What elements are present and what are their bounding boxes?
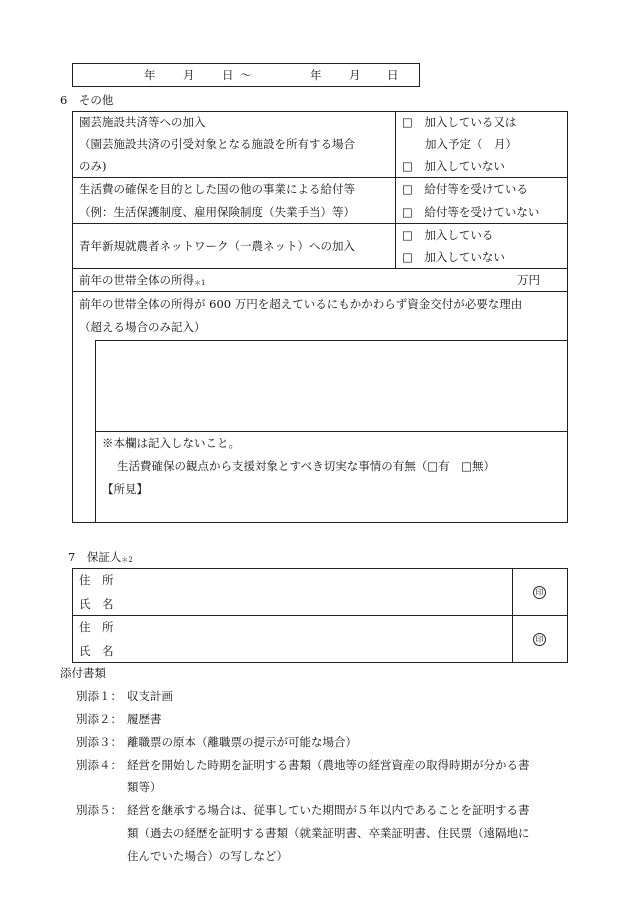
mutual-aid-label-1: 園芸施設共済等への加入 bbox=[79, 115, 206, 129]
income-note-mark: ＊1 bbox=[194, 279, 206, 287]
attachments-heading: 添付書類 bbox=[60, 666, 106, 680]
network-label: 青年新規就農者ネットワーク（一農ネット）への加入 bbox=[79, 239, 355, 253]
livelihood-label-1: 生活費の確保を目的とした国の他の事業による給付等 bbox=[79, 182, 355, 196]
livelihood-label-2: （例：生活保護制度、雇用保険制度（失業手当）等） bbox=[79, 205, 355, 219]
network-option-not-joined[interactable]: □ 加入していない bbox=[402, 250, 505, 264]
attachment-text: 類（過去の経歴を証明する書類（就業証明書、卒業証明書、住民票（遠隔地に bbox=[127, 826, 530, 840]
office-use-notice: ※本欄は記入しないこと。 bbox=[102, 436, 240, 450]
date-day-1: 日 bbox=[222, 68, 234, 82]
mutual-aid-label-2: （園芸施設共済の引受対象となる施設を所有する場合 bbox=[79, 137, 355, 151]
attachment-text: 履歴書 bbox=[127, 712, 162, 726]
attachment-key: 別添５： bbox=[76, 803, 122, 817]
reason-label-2: （超える場合のみ記入） bbox=[79, 320, 206, 334]
attachment-key: 別添４： bbox=[76, 758, 122, 772]
hardship-check-line: 生活費確保の観点から支援対象とすべき切実な事情の有無（□有 □無） bbox=[117, 459, 495, 473]
attachment-key: 別添１： bbox=[76, 689, 122, 703]
mutual-aid-option-joined[interactable]: □ 加入している又は bbox=[402, 115, 517, 129]
network-option-joined[interactable]: □ 加入している bbox=[402, 228, 494, 242]
section7-note-mark: ＊2 bbox=[121, 556, 133, 564]
date-month-1: 月 bbox=[183, 68, 195, 82]
attachment-text: 住んでいた場合）の写しなど） bbox=[127, 849, 288, 863]
date-day-2: 日 bbox=[387, 68, 399, 82]
attachment-key: 別添３： bbox=[76, 735, 122, 749]
attachment-key: 別添２： bbox=[76, 712, 122, 726]
income-label: 前年の世帯全体の所得＊1 bbox=[79, 273, 206, 287]
date-month-2: 月 bbox=[349, 68, 361, 82]
date-tilde: ～ bbox=[240, 68, 252, 82]
livelihood-option-receiving[interactable]: □ 給付等を受けている bbox=[402, 182, 528, 196]
date-year-1: 年 bbox=[144, 68, 156, 82]
mutual-aid-option-not-joined[interactable]: □ 加入していない bbox=[402, 159, 505, 173]
guarantor-name-label: 氏 名 bbox=[79, 597, 114, 611]
section6-heading: 6 その他 bbox=[60, 93, 114, 107]
livelihood-option-not-receiving[interactable]: □ 給付等を受けていない bbox=[402, 205, 540, 219]
mutual-aid-option-planned: 加入予定（ 月） bbox=[425, 137, 517, 151]
seal-mark: 印 bbox=[533, 586, 546, 599]
guarantor-address-label: 住 所 bbox=[79, 573, 114, 587]
attachment-text: 経営を継承する場合は、従事していた期間が５年以内であることを証明する書 bbox=[127, 803, 530, 817]
income-unit: 万円 bbox=[517, 273, 540, 287]
opinion-label: 【所見】 bbox=[102, 482, 148, 496]
date-year-2: 年 bbox=[310, 68, 322, 82]
reason-label-1: 前年の世帯全体の所得が 600 万円を超えているにもかかわらず資金交付が必要な理由 bbox=[79, 297, 523, 311]
mutual-aid-label-3: のみ) bbox=[79, 159, 107, 173]
seal-mark: 印 bbox=[533, 633, 546, 646]
guarantor-name-label: 氏 名 bbox=[79, 644, 114, 658]
attachment-text: 離職票の原本（離職票の提示が可能な場合） bbox=[127, 735, 357, 749]
attachment-text: 類等） bbox=[127, 780, 162, 794]
section7-heading: 7 保証人＊2 bbox=[68, 550, 133, 564]
attachment-text: 収支計画 bbox=[127, 689, 173, 703]
attachment-text: 経営を開始した時期を証明する書類（農地等の経営資産の取得時期が分かる書 bbox=[127, 758, 530, 772]
guarantor-address-label: 住 所 bbox=[79, 620, 114, 634]
